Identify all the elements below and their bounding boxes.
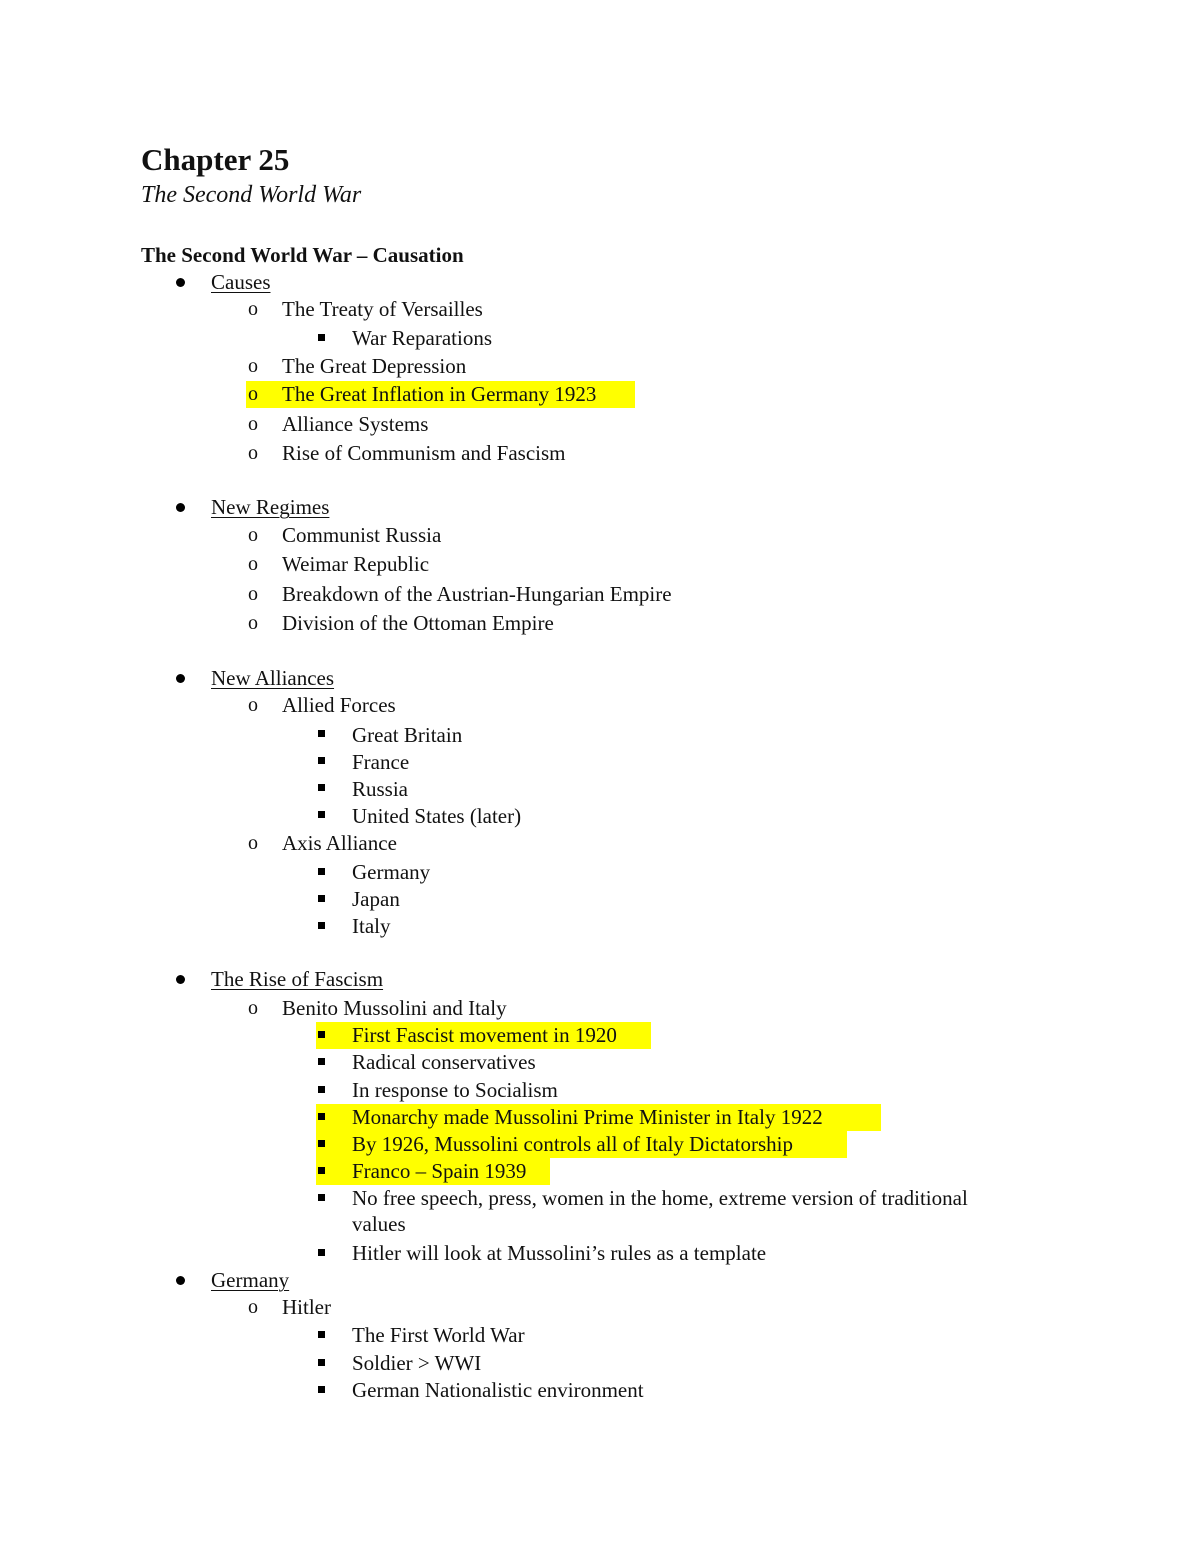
list-item: Division of the Ottoman Empire	[282, 611, 554, 635]
bullet-circle: o	[248, 355, 258, 377]
bullet-circle: o	[248, 694, 258, 716]
list-item: Hitler	[282, 1295, 331, 1319]
regimes-label: New Regimes	[211, 495, 330, 519]
bullet-square	[318, 922, 325, 929]
bullet-square	[318, 334, 325, 341]
bullet-circle: o	[248, 832, 258, 854]
list-item: Hitler will look at Mussolini’s rules as a template	[352, 1241, 767, 1265]
list-item-highlighted: By 1926, Mussolini controls all of Italy Dictatorship	[352, 1132, 793, 1156]
bullet-dot	[176, 1276, 185, 1285]
list-item: In response to Socialism	[352, 1078, 558, 1102]
list-item: The Great Depression	[282, 354, 467, 378]
bullet-circle: o	[248, 997, 258, 1019]
bullet-square	[318, 811, 325, 818]
list-item: German Nationalistic environment	[352, 1378, 644, 1402]
list-item: Radical conservatives	[352, 1050, 536, 1074]
bullet-circle: o	[248, 413, 258, 435]
list-item-continuation: values	[352, 1212, 406, 1236]
bullet-square	[318, 1167, 325, 1174]
bullet-circle: o	[248, 298, 258, 320]
list-item: The First World War	[352, 1323, 525, 1347]
bullet-circle: o	[248, 383, 258, 405]
list-item: Soldier > WWI	[352, 1351, 482, 1375]
bullet-circle: o	[248, 1296, 258, 1318]
page-title: Chapter 25	[141, 142, 290, 177]
list-item: No free speech, press, women in the home, extreme version of traditional	[352, 1186, 968, 1210]
bullet-square	[318, 868, 325, 875]
alliances-label: New Alliances	[211, 666, 335, 690]
bullet-circle: o	[248, 583, 258, 605]
germany-label: Germany	[211, 1268, 290, 1292]
bullet-square	[318, 1140, 325, 1147]
list-item: Benito Mussolini and Italy	[282, 996, 507, 1020]
list-item: Germany	[352, 860, 431, 884]
bullet-circle: o	[248, 442, 258, 464]
list-item: Italy	[352, 914, 391, 938]
fascism-label: The Rise of Fascism	[211, 967, 384, 991]
list-item: Japan	[352, 887, 400, 911]
bullet-dot	[176, 975, 185, 984]
list-item: Russia	[352, 777, 409, 801]
list-item: Great Britain	[352, 723, 463, 747]
list-item: War Reparations	[352, 326, 493, 350]
bullet-square	[318, 1031, 325, 1038]
list-item-highlighted: First Fascist movement in 1920	[352, 1023, 617, 1047]
bullet-dot	[176, 278, 185, 287]
bullet-circle: o	[248, 612, 258, 634]
bullet-circle: o	[248, 524, 258, 546]
list-item: Rise of Communism and Fascism	[282, 441, 566, 465]
bullet-square	[318, 895, 325, 902]
bullet-square	[318, 1113, 325, 1120]
bullet-square	[318, 1194, 325, 1201]
page-subtitle: The Second World War	[141, 182, 362, 208]
bullet-square	[318, 757, 325, 764]
list-item: Weimar Republic	[282, 552, 430, 576]
bullet-square	[318, 784, 325, 791]
list-item: Alliance Systems	[282, 412, 429, 436]
bullet-circle: o	[248, 553, 258, 575]
list-item: The Treaty of Versailles	[282, 297, 483, 321]
causes-label: Causes	[211, 270, 271, 294]
bullet-dot	[176, 503, 185, 512]
list-item-highlighted: The Great Inflation in Germany 1923	[282, 382, 597, 406]
list-item: United States (later)	[352, 804, 522, 828]
list-item: France	[352, 750, 410, 774]
bullet-dot	[176, 674, 185, 683]
bullet-square	[318, 1386, 325, 1393]
list-item-highlighted: Franco – Spain 1939	[352, 1159, 527, 1183]
bullet-square	[318, 730, 325, 737]
list-item: Breakdown of the Austrian-Hungarian Empire	[282, 582, 672, 606]
list-item: Allied Forces	[282, 693, 396, 717]
bullet-square	[318, 1249, 325, 1256]
list-item: Communist Russia	[282, 523, 442, 547]
bullet-square	[318, 1331, 325, 1338]
list-item-highlighted: Monarchy made Mussolini Prime Minister in Italy 1922	[352, 1105, 823, 1129]
section-heading: The Second World War – Causation	[141, 243, 464, 267]
bullet-square	[318, 1058, 325, 1065]
bullet-square	[318, 1086, 325, 1093]
bullet-square	[318, 1359, 325, 1366]
list-item: Axis Alliance	[282, 831, 397, 855]
